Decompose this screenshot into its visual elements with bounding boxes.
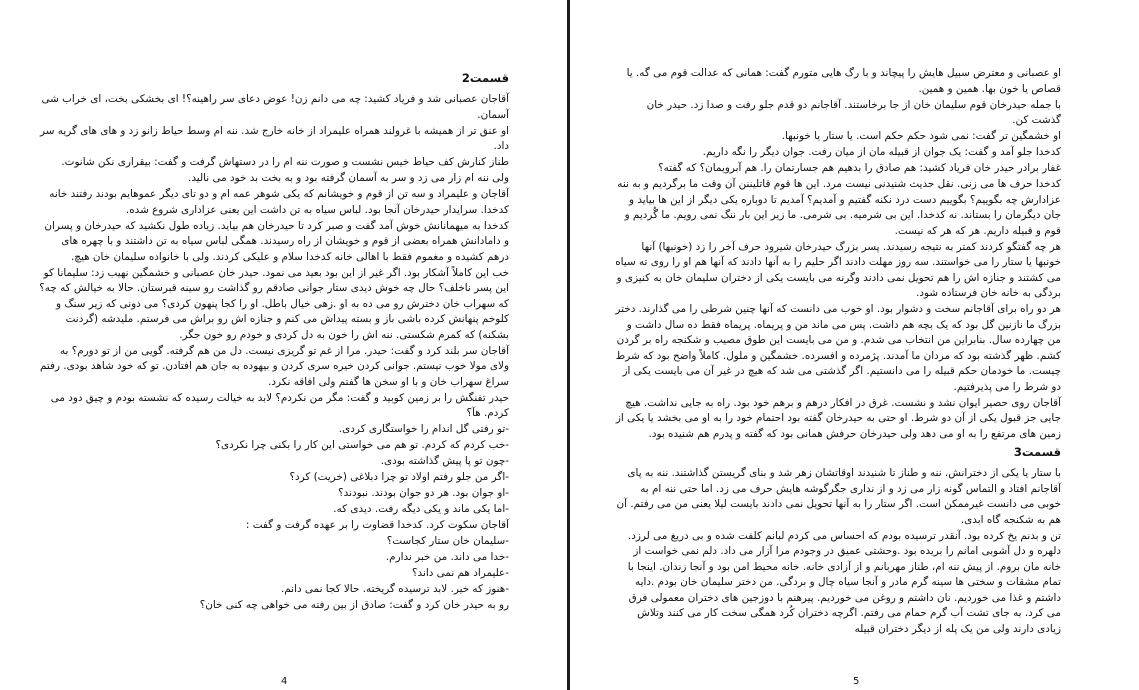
page-number: 5 — [853, 676, 860, 687]
paragraph: او عنق تر از همیشه با غرولند همراه علیمراد از خانه خارج شد. ننه ام وسط حیاط زانو زد و های های گریه سر داد. — [40, 124, 509, 152]
paragraph: ولی ننه ام زار می زد و سر به آسمان گرفته بود و به بخت بد خود می نالید. — [188, 172, 509, 184]
paragraph: تن و بدنم یخ کرده بود. آنقدر ترسیده بودم که احساس می کردم لبانم کلفت شده و بی دریغ می لرزد. دلهره و دل آشوبی امانم را بریده بود .وحشتی عمیق در وجودم مرا آزار می داد. دلم نمی خواست از خانه مان بروم. از پیش ننه ام، طناز مهربانم و از آزادی خانه. خانه محیط امن بود و آنجا زندان. اینجا با تمام مشقات و سختی ها سینه گرم مادر و آنجا سیاه چال و بردگی. من دختر سلیمان خان بودم .دایه داشتم و غذا می خوردیم. نان داشتم و روغن می خوردیم. پیرهنم با دوزجین های دختران معمولی فرق می کرد. به جای تشت آب گرم حمام می رفتم. اگرچه دختران کُرد همگی سخت کار می کنند وتلاش زیادی دارند ولی من یک پله از دیگر دختران قبیله — [627, 529, 1061, 635]
paragraph: آقاجان روی حصیر ایوان نشد و نشست. غرق در افکار درهم و برهم خود بود. راه به جایی نداشت. هیچ جایی جز قبول یکی از آن دو شرط. او حتی به حیدرخان گفته بود احتمام خود را به او می بخشد یا یکی از زمین های مرتفع را به او می دهد ولی حیدرخان حرفش همانی بود که گفته و پدرم هم شنیده بود. — [615, 396, 1061, 440]
section-heading: قسمت2 — [461, 71, 509, 85]
paragraph: با ستار یا یکی از دخترانش. ننه و طناز تا شنیدند اوقاتشان زهر شد و بنای گریستن گذاشتند. ننه به پای آقاجانم افتاد و التماس گونه زار می زد و از نداری جگرگوشه هایش حرف می زد. اما حتی ننه ام به خوبی می دانست غیرممکن است. اگر ستار را به آنها تحویل نمی دادند بایست لیلا یعنی من می رفتم. آن هم به شکنجه گاه ابدی. — [616, 467, 1061, 526]
paragraph: کدخدا حرف ها می زنی. نقل حدیث شنیدنی نیست مرد. این ها قوم قاتلیننن آن وقت ما برگردیم و به ننه عزادارش چه بگوییم؟ بگوییم دست درد نکنه گفتیم و آمدیم؟ آمدیم تا دوباره یکی دیگر از این ها بیاید و جان دیگرمان را بستاند. نه کدخدا. این بی شرمیه. بی شرمی. ما زیر این بار ننگ نمی رویم. ما گُردیم و قوم و قبیله داریم. هر که هر که نیست. — [617, 178, 1061, 237]
paragraph: -تو رفتی گل اندام را خواستگاری کردی. — [338, 423, 509, 435]
paragraph: -چون تو پا پیش گذاشته بودی. — [380, 455, 509, 467]
paragraph: آقاجان و علیمراد و سه تن از قوم و خویشانم که یکی شوهر عمه ام و دو تای دیگر عموهایم بودند رفتند خانه کدخدا. سرایدار حیدرخان آنجا بود. لباس سیاه به تن داشت این یعنی عزاداری شروع شده. — [49, 188, 509, 216]
paragraph: -او جوان بود. هر دو جوان بودند. نبودند؟ — [338, 487, 509, 499]
right-page-text — [614, 66, 1061, 638]
paragraph: -اگر من جلو رفتم اولاد تو چرا دبلاغی (خریت) کرد؟ — [289, 471, 509, 483]
paragraph: آقاجان عصبانی شد و فریاد کشید: چه می دانم زن! عوض دعای سر راهینه؟! ای بخشکی بخت، ای خراب شی آسمان. — [41, 93, 509, 121]
left-paragraphs — [38, 92, 509, 614]
right-paragraphs-top — [614, 66, 1061, 442]
paragraph: -خب کردم که کردم. تو هم می خواستی این کار را بکنی چرا نکردی؟ — [215, 439, 509, 451]
right-page — [570, 0, 1139, 690]
paragraph: -سلیمان خان ستار کجاست؟ — [386, 535, 509, 547]
paragraph: او عصبانی و معترض سبیل هایش را پیچاند و با رگ هایی متورم گفت: همانی که عدالت قوم می گه. یا قصاص یا خون بها. همین و همین. — [626, 67, 1061, 95]
paragraph: آقاجان سکوت کرد. کدخدا قضاوت را بر عهده گرفت و گفت : — [245, 519, 509, 531]
paragraph: آقاجان سر بلند کرد و گفت: حیدر. مرا از غم تو گریزی نیست. دل من هم گرفته. گویی من از تو دورم؟ به ولای مولا خوب نیستم. جوانی کردن خیره سری کردن و بیهوده به جان هم افتادن. تو که خود شاهد بودی. رفتم سراغ سهراب خان و با او سخن ها گفتم ولی افاقه نکرد. — [39, 344, 509, 388]
paragraph: حیدر تفنگش را بر زمین کوبید و گفت: مگر من نکردم؟ لابد به خیالت رسیده که نشسته بودم و چیق دود می کردم. هآ؟ — [50, 391, 509, 419]
paragraph: خب این کاملاً آشکار بود. اگر غیر از این بود بعید می نمود. حیدر خان عصبانی و خشمگین نهیب زد: سلیمانا کو این پسر ناخلف؟ حال چه خوش دیدی ستار جوانی صادقم رو گذاشت رو سینه قبرستان. حالا به خیالش که چه؟ که سهراب خان دخترش رو می ده به او .زهی خیال باطل. او را کجا پنهون کردی؟ می دونی که زیر سنگ و کلوخم پنهانش کرده باشی باز و بسته پیداش می کنم و جنازه اش رو براش می فرستم. ملیدشه (گردنت بشکنه) که کمرم شکستی. ننه اش را خون به دل کردی و خودم رو خون جگر. — [39, 266, 509, 341]
paragraph: -خدا می داند. من خبر ندارم. — [385, 551, 509, 563]
paragraph: -علیمراد هم نمی داند؟ — [411, 567, 509, 579]
page-number: 4 — [281, 676, 288, 687]
paragraph: با جمله حیدرخان قوم سلیمان خان از جا برخاستند. آقاجانم دو قدم جلو رفت و صدا زد. حیدر خان گذشت کن. — [646, 98, 1061, 126]
paragraph: غفار برادر حیدر خان فریاد کشید: هم صادق را بدهیم هم جسارتمان را. هم آبرویمان؟ که گفته؟ — [658, 162, 1061, 174]
paragraph: رو به حیدر خان کرد و گفت: صادق از بین رفته می خواهی چه کنی خان؟ — [199, 599, 509, 611]
paragraph: کدخدا به میهمانانش خوش آمد گفت و صبر کرد تا حیدرخان هم بیاید. زیاده طول نکشید که حیدرخان و پسران و دامادانش همراه بعضی از قوم و خویشان از راه رسیدند. همگی لباس سیاه به تن داشتند و با چهره های درهم کشیده و مغموم فقط با اهالی خانه کدخدا سلام و علیکی کردند. ولی با خانواده سلیمان خان هیچ. — [44, 219, 509, 263]
left-page — [0, 0, 567, 690]
paragraph: طناز کنارش کف حیاط خیس نشست و صورت ننه ام را در دستهاش گرفت و گفت: بیقراری نکن شانوت. — [61, 156, 509, 168]
paragraph: -اما یکی ماند و یکی دیگه رفت. دیدی که. — [333, 503, 509, 515]
paragraph: هر دو راه برای آقاجانم سخت و دشوار بود. او خوب می دانست که آنها چنین شرطی را می گذارند. دختر بزرگ ما نازنین گل بود که یک بچه هم داشت. پس می ماند من و پریماه. پریماه فقط ده سال داشت و من چهارده سال. بنابراین من انتخاب می شدم. و من می بایست این طوق مصیب و شکنجه راه بر گردن کشم. ظهر گذشته بود که مردان ما آمدند. پژمرده و افسرده. خشمگین و ملول. کاملاً واضح بود که شرط چیست. ما خودمان حکم قبیله را می دانستیم. اگر گذشتی می شد که هیچ در غیر آن می بایست یکی از دو شرط را می پذیرفتیم. — [615, 303, 1061, 393]
paragraph: هر چه گفتگو کردند کمتر به نتیجه رسیدند. پسر بزرگ حیدرخان شیرود حرف آخر را زد (خونبها) آنها خونبها یا ستار را می خواستند. سه روز مهلت دادند اگر حلیم را به آنها دادند که آنها هم او را روی ته سیاه می کشتند و جنازه اش را هم تحویل نمی دادند وگرنه می بایست یکی از دختران سلیمان خان به کنیزی و بردگی به خانه خان فرستاده شود. — [615, 240, 1061, 299]
paragraph: او خشمگین تر گفت: نمی شود حکم حکم است. یا ستار یا خونبها. — [781, 130, 1061, 142]
section-heading: قسمت3 — [1013, 445, 1061, 459]
paragraph: -هنوز که خیر. لابد ترسیده گریخته. حالا کجا نمی دانم. — [280, 583, 509, 595]
paragraph: کدخدا جلو آمد و گفت: یک جوان از قبیله مان از میان رفت. جوان دیگر را نگه داریم. — [702, 146, 1061, 158]
left-page-text — [38, 68, 509, 614]
right-paragraphs-bottom — [614, 466, 1061, 637]
